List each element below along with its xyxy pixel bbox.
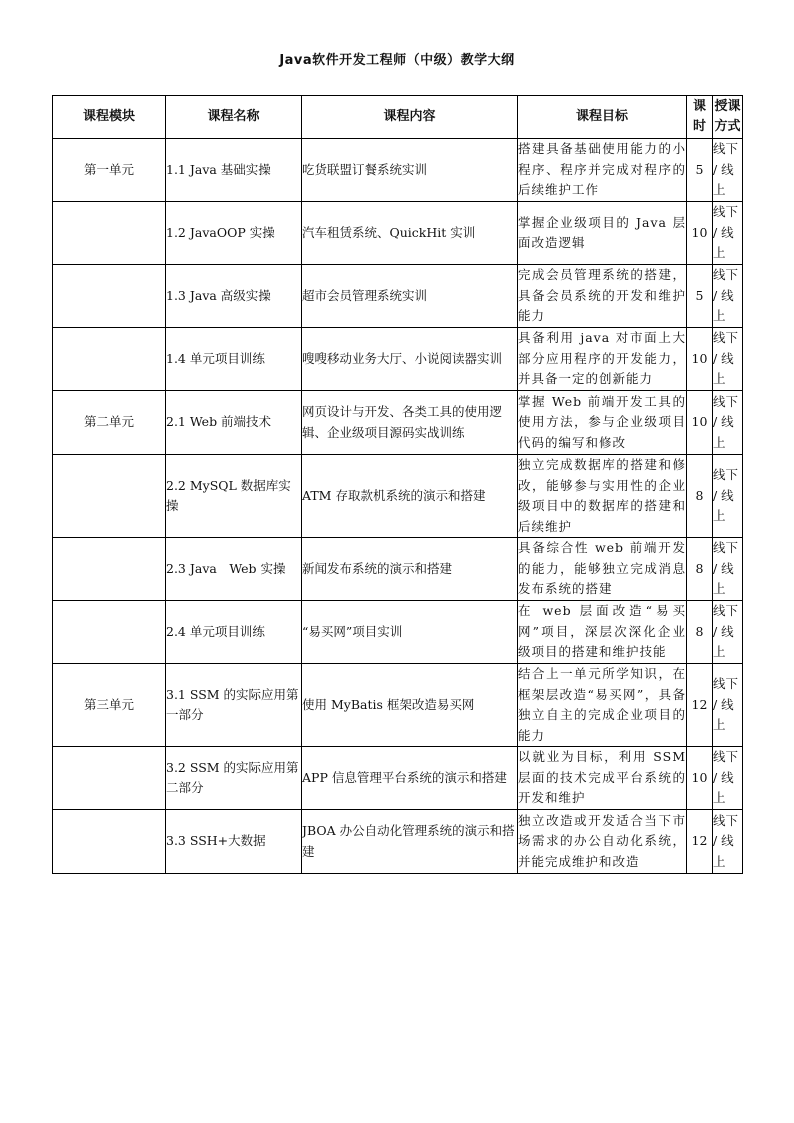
header-goal: 课程目标 (518, 96, 687, 139)
cell-module (53, 601, 166, 664)
header-content: 课程内容 (302, 96, 518, 139)
mode-line-a: 线下 (713, 540, 739, 556)
cell-teaching-mode (713, 538, 743, 601)
mode-line-c: 上 (713, 245, 726, 261)
table-row (53, 538, 743, 601)
cell-teaching-mode (713, 139, 743, 202)
cell-hours: 8 (687, 455, 713, 538)
cell-course-name: 3.2 SSM 的实际应用第二部分 (166, 747, 302, 810)
cell-course-goal: 掌握企业级项目的 Java 层面改造逻辑 (518, 202, 687, 265)
cell-module (53, 747, 166, 810)
syllabus-table (52, 95, 743, 874)
cell-teaching-mode (713, 664, 743, 747)
table-row (53, 265, 743, 328)
cell-module (53, 265, 166, 328)
table-row (53, 139, 743, 202)
cell-course-name: 2.3 Java Web 实操 (166, 538, 302, 601)
cell-hours: 8 (687, 538, 713, 601)
mode-line-b: / 线 (713, 833, 734, 849)
cell-module (53, 328, 166, 391)
header-name: 课程名称 (166, 96, 302, 139)
cell-course-goal: 搭建具备基础使用能力的小程序、程序并完成对程序的后续维护工作 (518, 139, 687, 202)
cell-course-content: 超市会员管理系统实训 (302, 265, 518, 328)
cell-teaching-mode (713, 391, 743, 455)
cell-course-content: 网页设计与开发、各类工具的使用逻辑、企业级项目源码实战训练 (302, 391, 518, 455)
table-row (53, 747, 743, 810)
header-hours (687, 96, 713, 139)
mode-line-b: / 线 (713, 623, 734, 639)
cell-teaching-mode (713, 265, 743, 328)
mode-line-b: / 线 (713, 350, 734, 366)
cell-hours: 10 (687, 328, 713, 391)
mode-line-a: 线下 (713, 812, 739, 828)
cell-course-goal: 具备综合性 web 前端开发的能力，能够独立完成消息发布系统的搭建 (518, 538, 687, 601)
cell-course-goal: 独立改造或开发适合当下市场需求的办公自动化系统，并能完成维护和改造 (518, 810, 687, 874)
cell-hours: 5 (687, 139, 713, 202)
cell-hours: 10 (687, 391, 713, 455)
table-row (53, 810, 743, 874)
mode-line-c: 上 (713, 644, 726, 660)
mode-line-b: / 线 (713, 487, 734, 503)
cell-hours: 10 (687, 747, 713, 810)
cell-hours: 12 (687, 664, 713, 747)
cell-hours: 12 (687, 810, 713, 874)
cell-module: 第二单元 (53, 391, 166, 455)
cell-course-name: 1.3 Java 高级实操 (166, 265, 302, 328)
cell-course-goal: 掌握 Web 前端开发工具的使用方法，参与企业级项目代码的编写和修改 (518, 391, 687, 455)
cell-course-name: 3.3 SSH+大数据 (166, 810, 302, 874)
mode-line-a: 线下 (713, 467, 739, 483)
table-row (53, 664, 743, 747)
mode-line-b: / 线 (713, 560, 734, 576)
header-row (53, 96, 743, 139)
cell-course-goal: 完成会员管理系统的搭建，具备会员系统的开发和维护能力 (518, 265, 687, 328)
mode-line-c: 上 (713, 790, 726, 806)
mode-line-a: 线下 (713, 749, 739, 765)
mode-line-c: 上 (713, 853, 726, 869)
cell-course-name: 1.4 单元项目训练 (166, 328, 302, 391)
mode-line-c: 上 (713, 434, 726, 450)
cell-teaching-mode (713, 601, 743, 664)
cell-module: 第三单元 (53, 664, 166, 747)
table-row (53, 202, 743, 265)
header-hours-line1: 课 (692, 98, 706, 114)
cell-module (53, 455, 166, 538)
cell-course-content: 汽车租赁系统、QuickHit 实训 (302, 202, 518, 265)
cell-course-goal: 结合上一单元所学知识，在框架层改造“易买网”，具备独立自主的完成企业项目的能力 (518, 664, 687, 747)
cell-course-name: 2.4 单元项目训练 (166, 601, 302, 664)
mode-line-a: 线下 (713, 267, 739, 283)
cell-course-goal: 在 web 层面改造“易买网”项目，深层次深化企业级项目的搭建和维护技能 (518, 601, 687, 664)
cell-course-name: 1.2 JavaOOP 实操 (166, 202, 302, 265)
mode-line-a: 线下 (713, 603, 739, 619)
cell-course-content: “易买网”项目实训 (302, 601, 518, 664)
cell-course-content: 吃货联盟订餐系统实训 (302, 139, 518, 202)
cell-hours: 10 (687, 202, 713, 265)
mode-line-c: 上 (713, 308, 726, 324)
cell-course-goal: 独立完成数据库的搭建和修改，能够参与实用性的企业级项目中的数据库的搭建和后续维护 (518, 455, 687, 538)
mode-line-c: 上 (713, 581, 726, 597)
cell-course-name: 1.1 Java 基础实操 (166, 139, 302, 202)
header-mode-line1: 授课 (714, 98, 741, 114)
cell-teaching-mode (713, 455, 743, 538)
cell-course-content: APP 信息管理平台系统的演示和搭建 (302, 747, 518, 810)
header-mode (713, 96, 743, 139)
header-module: 课程模块 (53, 96, 166, 139)
mode-line-a: 线下 (713, 141, 739, 157)
mode-line-c: 上 (713, 508, 726, 524)
cell-hours: 5 (687, 265, 713, 328)
cell-teaching-mode (713, 328, 743, 391)
mode-line-a: 线下 (713, 330, 739, 346)
cell-course-content: ATM 存取款机系统的演示和搭建 (302, 455, 518, 538)
table-row (53, 455, 743, 538)
cell-course-content: JBOA 办公自动化管理系统的演示和搭建 (302, 810, 518, 874)
mode-line-b: / 线 (713, 414, 734, 430)
mode-line-a: 线下 (713, 393, 739, 409)
cell-teaching-mode (713, 810, 743, 874)
mode-line-a: 线下 (713, 204, 739, 220)
cell-teaching-mode (713, 202, 743, 265)
table-row (53, 328, 743, 391)
mode-line-c: 上 (713, 182, 726, 198)
mode-line-b: / 线 (713, 287, 734, 303)
cell-course-name: 3.1 SSM 的实际应用第一部分 (166, 664, 302, 747)
cell-course-content: 嗖嗖移动业务大厅、小说阅读器实训 (302, 328, 518, 391)
mode-line-b: / 线 (713, 769, 734, 785)
cell-course-goal: 以就业为目标，利用 SSM 层面的技术完成平台系统的开发和维护 (518, 747, 687, 810)
mode-line-a: 线下 (713, 676, 739, 692)
cell-course-content: 使用 MyBatis 框架改造易买网 (302, 664, 518, 747)
header-mode-line2: 方式 (714, 119, 741, 134)
cell-module: 第一单元 (53, 139, 166, 202)
cell-course-name: 2.2 MySQL 数据库实操 (166, 455, 302, 538)
cell-module (53, 810, 166, 874)
mode-line-b: / 线 (713, 224, 734, 240)
mode-line-b: / 线 (713, 161, 734, 177)
cell-teaching-mode (713, 747, 743, 810)
cell-hours: 8 (687, 601, 713, 664)
table-row (53, 391, 743, 455)
document-title: Java软件开发工程师（中级）教学大纲 (279, 53, 515, 68)
table-row (53, 601, 743, 664)
mode-line-c: 上 (713, 371, 726, 387)
cell-course-goal: 具备利用 java 对市面上大部分应用程序的开发能力，并具备一定的创新能力 (518, 328, 687, 391)
cell-module (53, 538, 166, 601)
cell-course-name: 2.1 Web 前端技术 (166, 391, 302, 455)
mode-line-b: / 线 (713, 696, 734, 712)
mode-line-c: 上 (713, 717, 726, 733)
cell-module (53, 202, 166, 265)
cell-course-content: 新闻发布系统的演示和搭建 (302, 538, 518, 601)
header-hours-line2: 时 (692, 119, 706, 134)
